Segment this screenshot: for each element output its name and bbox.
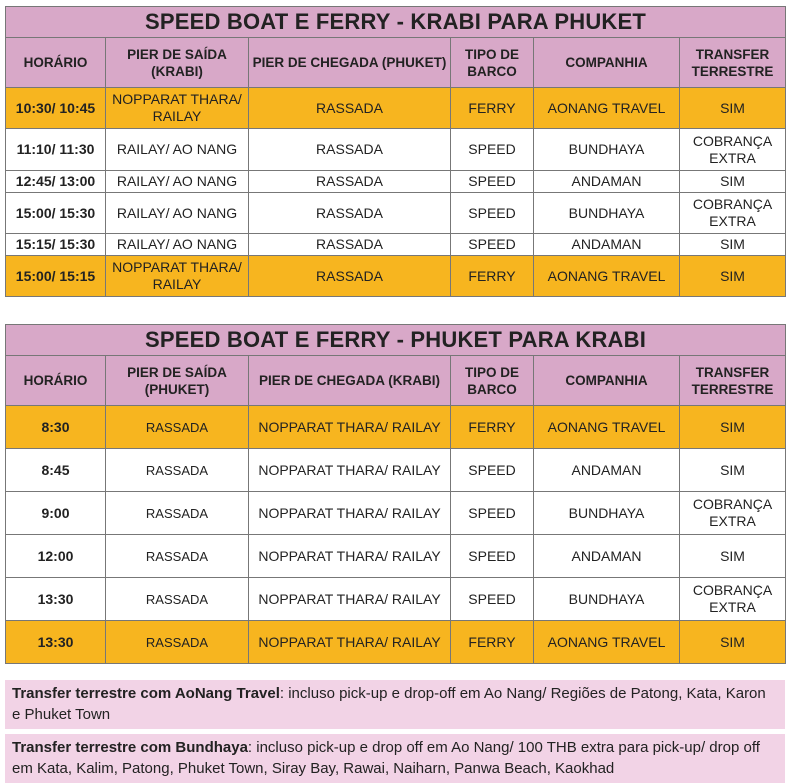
company-cell: ANDAMAN [534, 234, 680, 256]
departure-pier-cell: RASSADA [106, 449, 249, 492]
boat-type-cell: SPEED [451, 449, 534, 492]
company-cell: AONANG TRAVEL [534, 621, 680, 664]
header-company: COMPANHIA [534, 38, 680, 88]
transfer-cell: SIM [680, 88, 786, 129]
header-departure-pier: PIER DE SAÍDA (KRABI) [106, 38, 249, 88]
boat-type-cell: SPEED [451, 193, 534, 234]
transfer-cell: SIM [680, 621, 786, 664]
arrival-pier-cell: NOPPARAT THARA/ RAILAY [249, 449, 451, 492]
arrival-pier-cell: NOPPARAT THARA/ RAILAY [249, 621, 451, 664]
departure-pier-cell: RAILAY/ AO NANG [106, 171, 249, 193]
departure-pier-cell: RAILAY/ AO NANG [106, 234, 249, 256]
departure-pier-cell: RAILAY/ AO NANG [106, 129, 249, 171]
time-cell: 8:30 [6, 406, 106, 449]
table-row [6, 578, 786, 621]
company-cell: BUNDHAYA [534, 193, 680, 234]
company-cell: BUNDHAYA [534, 578, 680, 621]
company-cell: ANDAMAN [534, 535, 680, 578]
company-cell: ANDAMAN [534, 449, 680, 492]
table-row [6, 256, 786, 297]
boat-type-cell: FERRY [451, 88, 534, 129]
header-time: HORÁRIO [6, 356, 106, 406]
note-label: Transfer terrestre com AoNang Travel [12, 685, 280, 702]
transfer-cell: COBRANÇA EXTRA [680, 492, 786, 535]
header-arrival-pier: PIER DE CHEGADA (KRABI) [249, 356, 451, 406]
departure-pier-cell: NOPPARAT THARA/ RAILAY [106, 88, 249, 129]
transfer-cell: SIM [680, 406, 786, 449]
header-boat-type: TIPO DE BARCO [451, 356, 534, 406]
boat-type-cell: SPEED [451, 535, 534, 578]
table-title: SPEED BOAT E FERRY - PHUKET PARA KRABI [6, 325, 786, 356]
time-cell: 11:10/ 11:30 [6, 129, 106, 171]
company-cell: AONANG TRAVEL [534, 406, 680, 449]
time-cell: 13:30 [6, 578, 106, 621]
arrival-pier-cell: RASSADA [249, 88, 451, 129]
arrival-pier-cell: RASSADA [249, 234, 451, 256]
boat-type-cell: SPEED [451, 492, 534, 535]
arrival-pier-cell: RASSADA [249, 256, 451, 297]
transfer-cell: COBRANÇA EXTRA [680, 129, 786, 171]
transfer-cell: SIM [680, 535, 786, 578]
note-label: Transfer terrestre com Bundhaya [12, 739, 248, 756]
header-transfer: TRANSFER TERRESTRE [680, 356, 786, 406]
header-arrival-pier: PIER DE CHEGADA (PHUKET) [249, 38, 451, 88]
transfer-cell: SIM [680, 234, 786, 256]
table-row [6, 449, 786, 492]
header-transfer: TRANSFER TERRESTRE [680, 38, 786, 88]
table-row [6, 234, 786, 256]
arrival-pier-cell: RASSADA [249, 171, 451, 193]
departure-pier-cell: RASSADA [106, 406, 249, 449]
note-bundhaya-transfer [5, 734, 785, 783]
arrival-pier-cell: NOPPARAT THARA/ RAILAY [249, 406, 451, 449]
company-cell: BUNDHAYA [534, 492, 680, 535]
arrival-pier-cell: NOPPARAT THARA/ RAILAY [249, 492, 451, 535]
departure-pier-cell: RASSADA [106, 621, 249, 664]
departure-pier-cell: RASSADA [106, 492, 249, 535]
time-cell: 12:45/ 13:00 [6, 171, 106, 193]
time-cell: 10:30/ 10:45 [6, 88, 106, 129]
header-company: COMPANHIA [534, 356, 680, 406]
table-row [6, 88, 786, 129]
arrival-pier-cell: RASSADA [249, 129, 451, 171]
time-cell: 15:00/ 15:15 [6, 256, 106, 297]
transfer-cell: SIM [680, 171, 786, 193]
boat-type-cell: FERRY [451, 621, 534, 664]
arrival-pier-cell: NOPPARAT THARA/ RAILAY [249, 578, 451, 621]
header-departure-pier: PIER DE SAÍDA (PHUKET) [106, 356, 249, 406]
departure-pier-cell: RASSADA [106, 535, 249, 578]
table-title: SPEED BOAT E FERRY - KRABI PARA PHUKET [6, 7, 786, 38]
note-text: : incluso pick-up e drop off em Ao Nang/ 100 THB extra para pick-up/ drop off em Kata, Kalim, Patong, Phuket Town, Siray Bay, Rawai, Naiharn, Panwa Beach, Kaokhad [12, 739, 760, 777]
arrival-pier-cell: RASSADA [249, 193, 451, 234]
table-row [6, 492, 786, 535]
boat-type-cell: SPEED [451, 129, 534, 171]
time-cell: 8:45 [6, 449, 106, 492]
table-row [6, 535, 786, 578]
departure-pier-cell: RAILAY/ AO NANG [106, 193, 249, 234]
company-cell: AONANG TRAVEL [534, 256, 680, 297]
transfer-cell: COBRANÇA EXTRA [680, 578, 786, 621]
krabi-to-phuket-table [5, 6, 786, 297]
table-row [6, 621, 786, 664]
table-row [6, 193, 786, 234]
boat-type-cell: FERRY [451, 406, 534, 449]
departure-pier-cell: NOPPARAT THARA/ RAILAY [106, 256, 249, 297]
time-cell: 12:00 [6, 535, 106, 578]
phuket-to-krabi-table [5, 324, 786, 664]
time-cell: 15:15/ 15:30 [6, 234, 106, 256]
departure-pier-cell: RASSADA [106, 578, 249, 621]
company-cell: ANDAMAN [534, 171, 680, 193]
header-time: HORÁRIO [6, 38, 106, 88]
table-row [6, 171, 786, 193]
time-cell: 9:00 [6, 492, 106, 535]
company-cell: AONANG TRAVEL [534, 88, 680, 129]
transfer-cell: SIM [680, 449, 786, 492]
table-row [6, 406, 786, 449]
boat-type-cell: SPEED [451, 578, 534, 621]
time-cell: 13:30 [6, 621, 106, 664]
boat-type-cell: FERRY [451, 256, 534, 297]
note-aonang-transfer [5, 680, 785, 729]
note-text: : incluso pick-up e drop-off em Ao Nang/ Regiões de Patong, Kata, Karon e Phuket Town [12, 685, 766, 723]
transfer-cell: SIM [680, 256, 786, 297]
time-cell: 15:00/ 15:30 [6, 193, 106, 234]
boat-type-cell: SPEED [451, 171, 534, 193]
header-boat-type: TIPO DE BARCO [451, 38, 534, 88]
table-row [6, 129, 786, 171]
company-cell: BUNDHAYA [534, 129, 680, 171]
transfer-cell: COBRANÇA EXTRA [680, 193, 786, 234]
boat-type-cell: SPEED [451, 234, 534, 256]
arrival-pier-cell: NOPPARAT THARA/ RAILAY [249, 535, 451, 578]
